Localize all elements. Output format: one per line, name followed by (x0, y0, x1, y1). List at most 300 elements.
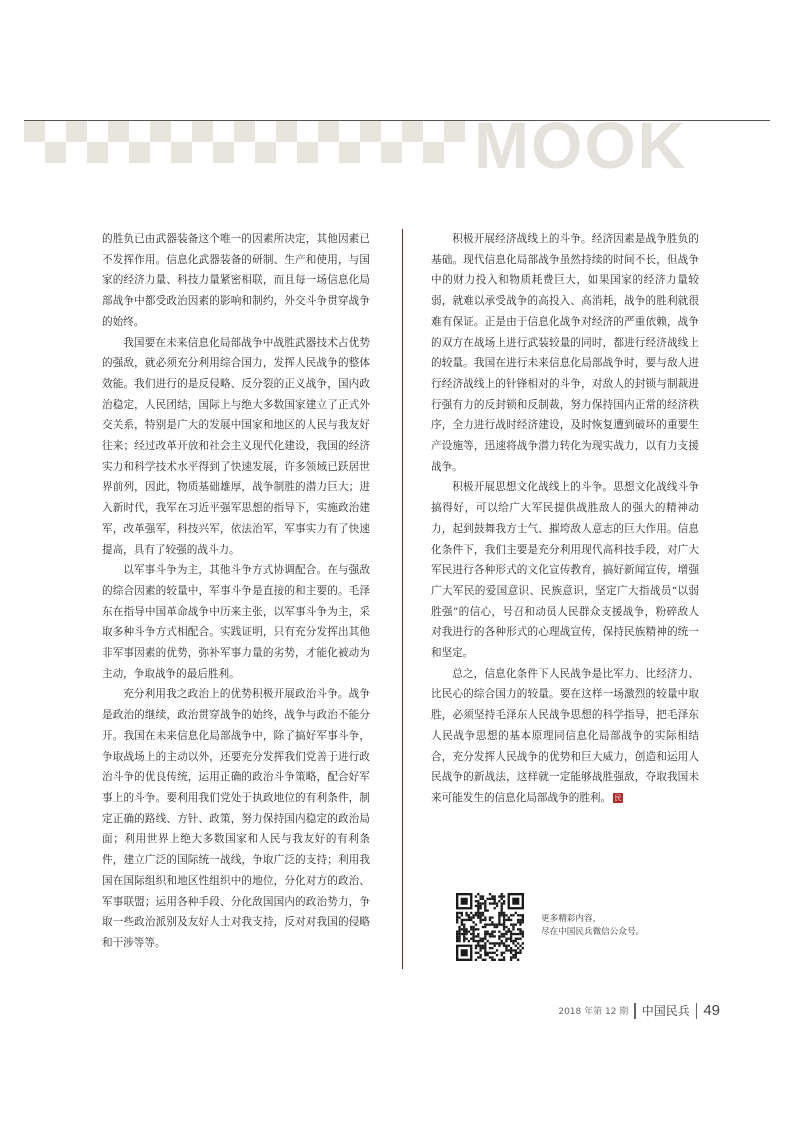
qr-module (482, 940, 484, 942)
qr-module (475, 923, 477, 925)
qr-module (512, 923, 514, 925)
paragraph: 充分利用我之政治上的优势积极开展政治斗争。战争是政治的继续，政治贯穿战争的始终，战争与政治不能分开。我国在未来信息化局部战争中，除了搞好军事斗争，争取战场上的主动以外，还要充分发挥我们党善于进行政治斗争的优良传统，运用正确的政治斗争策略，配合好军事上的斗争。要利用我们党处于执政地位的有利条件，制定正确的路线、方针、政策，努力保持国内稳定的政治局面；利用世界上绝大多数国家和人民与我友好的有利条件，建立广泛的国际统一战线，争取广泛的支持；利用我国在国际组织和地区性组织中的地位，分化对方的政治、军事联盟；运用各种手段、分化敌国国内的政治势力，争取一些政治派别及友好人士对我支持，反对对我国的侵略和干涉等等。 (102, 688, 370, 949)
qr-module (498, 895, 500, 897)
qr-module (501, 893, 503, 895)
qr-module (463, 919, 465, 921)
qr-module (512, 954, 514, 956)
qr-module (519, 921, 521, 923)
qr-module (505, 940, 507, 942)
checker-square (339, 142, 360, 163)
qr-module (470, 912, 472, 914)
qr-module (456, 916, 458, 918)
checker-square (87, 142, 108, 163)
qr-module (489, 942, 491, 944)
qr-module (463, 931, 465, 933)
qr-module (458, 931, 460, 933)
qr-module (456, 912, 458, 914)
checker-square (24, 121, 45, 142)
checker-square (213, 142, 234, 163)
qr-module (503, 919, 505, 921)
qr-module (503, 914, 505, 916)
qr-module (515, 912, 517, 914)
qr-module (465, 912, 467, 914)
qr-module (465, 914, 467, 916)
qr-module (515, 952, 517, 954)
qr-module (517, 919, 519, 921)
qr-module (489, 893, 491, 895)
qr-module (484, 916, 486, 918)
qr-module (501, 914, 503, 916)
qr-module (510, 935, 512, 937)
qr-module (517, 938, 519, 940)
qr-module (475, 912, 477, 914)
qr-module (519, 933, 521, 935)
qr-module (489, 947, 491, 949)
qr-module (505, 926, 507, 928)
qr-module (522, 921, 524, 923)
qr-module (477, 900, 479, 902)
qr-module (498, 942, 500, 944)
qr-module (477, 928, 479, 930)
qr-module (517, 921, 519, 923)
qr-module (479, 902, 481, 904)
qr-module (501, 907, 503, 909)
qr-module (468, 916, 470, 918)
qr-module (470, 916, 472, 918)
qr-module (501, 933, 503, 935)
qr-module (515, 940, 517, 942)
qr-module (482, 919, 484, 921)
qr-module (479, 940, 481, 942)
qr-module (477, 907, 479, 909)
paragraph: 我国要在未来信息化局部战争中战胜武器技术占优势的强敌，就必须充分利用综合国力，发挥人民战争的整体效能。我们进行的是反侵略、反分裂的正义战争，国内政治稳定，人民团结，国际上与绝大多数国家建立了正式外交关系，特别是广大的发展中国家和地区的人民与我友好往来；经过改革开放和社会主义现代化建设，我国的经济实力和科学技术水平得到了快速发展，许多领域已跃居世界前列，因此，物质基础雄厚，战争制胜的潜力巨大；进入新时代，我军在习近平强军思想的指导下，实施政治建军，改革强军，科技兴军，依法治军，军事实力有了快速提高，具有了较强的战斗力。 (102, 336, 370, 556)
qr-module (479, 905, 481, 907)
qr-module (472, 914, 474, 916)
qr-module (496, 949, 498, 951)
qr-module (498, 916, 500, 918)
qr-module (491, 942, 493, 944)
qr-module (489, 956, 491, 958)
qr-module (503, 945, 505, 947)
qr-module (508, 928, 510, 930)
qr-module (484, 926, 486, 928)
qr-module (475, 947, 477, 949)
qr-module (458, 938, 460, 940)
qr-caption (541, 913, 644, 939)
paragraph-text: 总之，信息化条件下人民战争是比军力、比经济力、比民心的综合国力的较量。要在这样一场激烈的较量中取胜，必须坚持毛泽东人民战争思想的科学指导，把毛泽东人民战争思想的基本原理同信息化局部战争的实际相结合，充分发挥人民战争的优势和巨大威力，创造和运用人民战争的新战法，这样就一定能够战胜强敌，夺取我国未来可能发生的信息化局部战争的胜利。 (431, 667, 699, 804)
qr-module (494, 931, 496, 933)
qr-module (519, 945, 521, 947)
qr-module (489, 898, 491, 900)
qr-module (519, 914, 521, 916)
checker-square (234, 121, 255, 142)
qr-module (477, 935, 479, 937)
qr-module (501, 952, 503, 954)
checker-square (318, 121, 339, 142)
qr-module (503, 923, 505, 925)
qr-module (463, 938, 465, 940)
qr-module (484, 938, 486, 940)
qr-module (515, 923, 517, 925)
end-mark-icon: 民 (614, 793, 622, 802)
qr-module (501, 902, 503, 904)
qr-module (494, 902, 496, 904)
qr-module (508, 919, 510, 921)
qr-module (468, 931, 470, 933)
qr-module (472, 926, 474, 928)
qr-module (482, 959, 484, 961)
qr-module (512, 949, 514, 951)
qr-module (501, 935, 503, 937)
qr-module (475, 914, 477, 916)
checker-square (276, 121, 297, 142)
qr-module (503, 933, 505, 935)
qr-module (477, 933, 479, 935)
qr-module (503, 912, 505, 914)
qr-module (479, 949, 481, 951)
qr-module (496, 942, 498, 944)
qr-module (472, 916, 474, 918)
qr-module (503, 928, 505, 930)
qr-module (491, 931, 493, 933)
left-column (102, 229, 370, 954)
paragraph: 积极开展思想文化战线上的斗争。思想文化战线斗争搞得好，可以给广大军民提供战胜敌人的强大的精神动力，起到鼓舞我方士气、摧垮敌人意志的巨大作用。信息化条件下，我们主要是充分利用现代高科技手段，对广大军民进行各种形式的文化宣传教育，搞好新闻宣传，增强广大军民的爱国意识、民族意识，坚定广大指战员“以弱胜强”的信心，号召和动员人民群众支援战争，粉碎敌人对我进行的各种形式的心理战宣传，保持民族精神的统一和坚定。 (431, 481, 699, 660)
qr-module (486, 952, 488, 954)
qr-module (470, 919, 472, 921)
qr-module (477, 914, 479, 916)
qr-module (494, 942, 496, 944)
checker-square (444, 121, 465, 142)
qr-module (522, 942, 524, 944)
qr-module (475, 895, 477, 897)
qr-module (479, 938, 481, 940)
qr-module (498, 914, 500, 916)
qr-module (512, 928, 514, 930)
qr-module (461, 921, 463, 923)
qr-module (512, 914, 514, 916)
qr-module (498, 935, 500, 937)
qr-module (484, 931, 486, 933)
qr-module (482, 914, 484, 916)
qr-module (491, 956, 493, 958)
qr-module (486, 909, 488, 911)
qr-module (503, 942, 505, 944)
qr-module (496, 923, 498, 925)
qr-module (489, 919, 491, 921)
qr-module (489, 935, 491, 937)
qr-caption-line: 尽在中国民兵微信公众号。 (541, 927, 645, 937)
qr-module (494, 945, 496, 947)
qr-module (461, 928, 463, 930)
qr-module (501, 898, 503, 900)
qr-module (482, 895, 484, 897)
qr-module (458, 940, 460, 942)
qr-module (458, 935, 460, 937)
qr-module (465, 928, 467, 930)
qr-module (496, 926, 498, 928)
qr-module (510, 938, 512, 940)
qr-module (477, 956, 479, 958)
qr-module (475, 952, 477, 954)
qr-module (482, 902, 484, 904)
qr-module (479, 945, 481, 947)
qr-module (517, 947, 519, 949)
qr-module (494, 952, 496, 954)
qr-module (501, 954, 503, 956)
qr-module (491, 923, 493, 925)
qr-module (489, 902, 491, 904)
qr-module (491, 921, 493, 923)
qr-module (491, 952, 493, 954)
checker-square (360, 121, 381, 142)
qr-module (479, 956, 481, 958)
qr-module (501, 923, 503, 925)
qr-module (494, 926, 496, 928)
qr-module (472, 938, 474, 940)
qr-module (463, 928, 465, 930)
qr-module (465, 933, 467, 935)
checker-square (402, 121, 423, 142)
qr-module (484, 945, 486, 947)
qr-module (479, 947, 481, 949)
qr-module (498, 945, 500, 947)
qr-module (519, 952, 521, 954)
qr-module (484, 919, 486, 921)
qr-module (510, 914, 512, 916)
qr-module (489, 952, 491, 954)
qr-module (512, 956, 514, 958)
qr-module (501, 940, 503, 942)
qr-module (461, 898, 468, 905)
qr-module (498, 900, 500, 902)
qr-module (461, 914, 463, 916)
qr-module (494, 959, 496, 961)
qr-module (475, 900, 477, 902)
qr-module (470, 926, 472, 928)
qr-module (503, 900, 505, 902)
qr-module (461, 949, 468, 956)
checker-square (171, 142, 192, 163)
qr-module (486, 954, 488, 956)
qr-module (461, 912, 463, 914)
qr-module (512, 898, 519, 905)
qr-module (508, 931, 510, 933)
paragraph (431, 664, 699, 809)
qr-module (470, 938, 472, 940)
qr-module (489, 916, 491, 918)
right-column (431, 229, 699, 809)
qr-module (508, 916, 510, 918)
checker-square (423, 142, 444, 163)
qr-module (510, 952, 512, 954)
qr-module (479, 954, 481, 956)
qr-module (517, 933, 519, 935)
qr-module (484, 909, 486, 911)
qr-module (475, 935, 477, 937)
paragraph: 的胜负已由武器装备这个唯一的因素所决定，其他因素已不发挥作用。信息化武器装备的研制、生产和使用，与国家的经济力量、科技力量紧密相联，而且每一场信息化局部战争中都受政治因素的影响和制约，外交斗争贯穿战争的始终。 (102, 233, 370, 328)
qr-module (505, 933, 507, 935)
qr-module (479, 919, 481, 921)
qr-module (510, 923, 512, 925)
qr-module (484, 959, 486, 961)
qr-module (522, 931, 524, 933)
qr-module (461, 933, 463, 935)
qr-module (498, 923, 500, 925)
qr-module (498, 938, 500, 940)
qr-module (463, 940, 465, 942)
qr-module (503, 902, 505, 904)
qr-module (505, 938, 507, 940)
qr-module (491, 916, 493, 918)
qr-module (482, 912, 484, 914)
qr-module (498, 959, 500, 961)
qr-module (522, 914, 524, 916)
qr-module (498, 919, 500, 921)
qr-module (465, 931, 467, 933)
qr-module (517, 942, 519, 944)
qr-module (477, 940, 479, 942)
qr-module (512, 926, 514, 928)
qr-module (456, 914, 458, 916)
qr-module (503, 916, 505, 918)
qr-module (472, 940, 474, 942)
checker-pattern (24, 121, 474, 163)
qr-module (484, 907, 486, 909)
qr-module (505, 949, 507, 951)
qr-module (505, 931, 507, 933)
column-divider (402, 229, 403, 969)
qr-module (484, 923, 486, 925)
qr-module (522, 916, 524, 918)
qr-module (498, 921, 500, 923)
qr-module (503, 926, 505, 928)
qr-module (484, 947, 486, 949)
qr-module (484, 952, 486, 954)
qr-module (456, 938, 458, 940)
qr-module (510, 940, 512, 942)
qr-module (479, 895, 481, 897)
qr-module (482, 945, 484, 947)
qr-module (456, 919, 458, 921)
qr-module (461, 923, 463, 925)
qr-module (491, 933, 493, 935)
qr-module (463, 923, 465, 925)
qr-module (510, 956, 512, 958)
qr-module (519, 949, 521, 951)
qr-module (458, 916, 460, 918)
qr-module (510, 949, 512, 951)
qr-module (494, 935, 496, 937)
qr-module (479, 914, 481, 916)
qr-module (519, 923, 521, 925)
qr-module (498, 912, 500, 914)
qr-module (479, 916, 481, 918)
qr-module (501, 895, 503, 897)
qr-module (522, 919, 524, 921)
checker-square (45, 142, 66, 163)
qr-module (519, 928, 521, 930)
qr-module (491, 935, 493, 937)
qr-module (477, 945, 479, 947)
qr-module (479, 921, 481, 923)
footer-separator (696, 1003, 698, 1019)
qr-module (498, 931, 500, 933)
qr-module (508, 949, 510, 951)
qr-module (522, 933, 524, 935)
qr-module (505, 919, 507, 921)
qr-module (515, 945, 517, 947)
qr-module (477, 952, 479, 954)
qr-module (458, 912, 460, 914)
qr-module (475, 940, 477, 942)
qr-module (458, 933, 460, 935)
qr-module (496, 905, 498, 907)
qr-module (477, 942, 479, 944)
qr-module (491, 895, 493, 897)
qr-module (472, 928, 474, 930)
checker-square (381, 142, 402, 163)
qr-module (479, 907, 481, 909)
checker-square (255, 142, 276, 163)
qr-module (486, 940, 488, 942)
qr-module (508, 938, 510, 940)
qr-module (512, 940, 514, 942)
qr-module (517, 928, 519, 930)
qr-module (489, 923, 491, 925)
checker-square (192, 121, 213, 142)
qr-module (503, 952, 505, 954)
qr-module (468, 940, 470, 942)
qr-module (484, 935, 486, 937)
checker-square (129, 142, 150, 163)
qr-module (477, 893, 479, 895)
qr-module (461, 919, 463, 921)
qr-module (482, 938, 484, 940)
qr-module (458, 926, 460, 928)
qr-module (501, 959, 503, 961)
qr-module (477, 902, 479, 904)
qr-module (482, 947, 484, 949)
qr-module (465, 938, 467, 940)
paragraph: 以军事斗争为主，其他斗争方式协调配合。在与强敌的综合因素的较量中，军事斗争是直接的和主要的。毛泽东在指导中国革命战争中历来主张，以军事斗争为主，采取多种斗争方式相配合。实践证明，只有充分发挥出其他非军事因素的优势，弥补军事力量的劣势，才能化被动为主动，争取战争的最后胜利。 (102, 564, 370, 680)
qr-module (519, 938, 521, 940)
qr-module (522, 935, 524, 937)
qr-module (463, 926, 465, 928)
qr-module (510, 947, 512, 949)
qr-code-icon[interactable] (456, 893, 524, 961)
brand-logo: MOOK (474, 108, 688, 182)
qr-module (484, 900, 486, 902)
qr-module (470, 933, 472, 935)
qr-caption-line: 更多精彩内容， (541, 914, 602, 924)
qr-module (491, 959, 493, 961)
qr-module (519, 931, 521, 933)
qr-module (501, 909, 503, 911)
qr-module (477, 909, 479, 911)
qr-module (515, 949, 517, 951)
qr-module (458, 928, 460, 930)
checker-square (150, 121, 171, 142)
qr-module (515, 938, 517, 940)
qr-module (472, 935, 474, 937)
qr-module (484, 942, 486, 944)
qr-module (475, 959, 477, 961)
qr-module (491, 902, 493, 904)
footer-separator (634, 1003, 636, 1019)
qr-module (501, 905, 503, 907)
qr-module (517, 959, 519, 961)
qr-module (477, 905, 479, 907)
